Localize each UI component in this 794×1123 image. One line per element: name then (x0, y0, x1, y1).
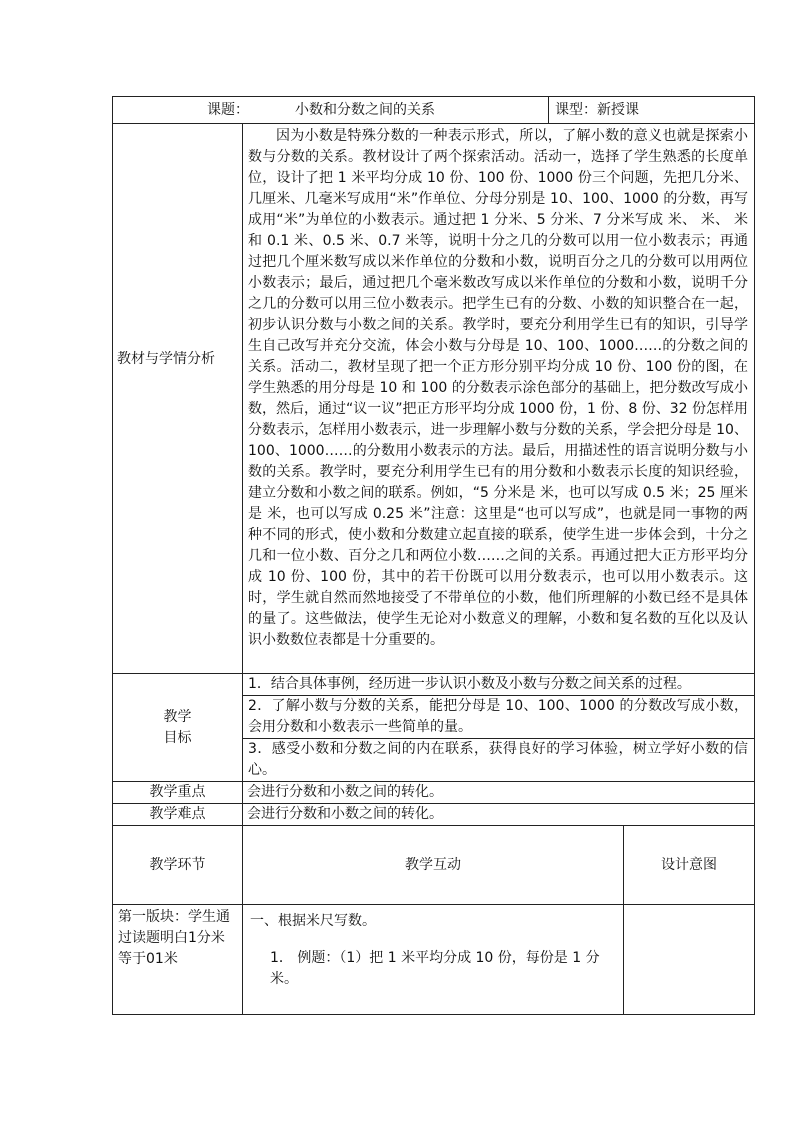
block1-label: 第一版块：学生通过读题明白1分米等于01米 (113, 905, 243, 1015)
block1-interaction (243, 905, 624, 1015)
analysis-text: 因为小数是特殊分数的一种表示形式，所以，了解小数的意义也就是探索小数与分数的关系。教材设计了两个探索活动。活动一，选择了学生熟悉的长度单位，设计了把 1 米平均分成 10 份、100 份、1000 份三个问题，先把几分米、几厘米、几毫米写成用“米”作单位、分母分别是 10、100、1000 的分数，再写成用“米”为单位的小数表示。通过把 1 分米、5 分米、7 分米写成 米、 米、 米和 0.1 米、0.5 米、0.7 米等，说明十分之几的分数可以用一位小数表示；再通过把几个厘米数写成以米作单位的分数和小数，说明百分之几的分数可以用两位小数表示；最后，通过把几个毫米数改写成以米作单位的分数和小数，说明千分之几的分数可以用三位小数表示。把学生已有的分数、小数的知识整合在一起，初步认识分数与小数之间的关系。教学时，要充分利用学生已有的知识，引导学生自己改写并充分交流，体会小数与分母是 10、100、1000……的分数之间的关系。活动二，教材呈现了把一个正方形分别平均分成 10 份、100 份的图，在学生熟悉的用分母是 10 和 100 的分数表示涂色部分的基础上，把分数改写成小数，然后，通过“议一议”把正方形平均分成 1000 份，1 份、8 份、32 份怎样用分数表示，怎样用小数表示，进一步理解小数与分数的关系，学会把分母是 10、100、1000……的分数用小数表示的方法。最后，用描述性的语言说明分数与小数的关系。教学时，要充分利用学生已有的用分数和小数表示长度的知识经验，建立分数和小数之间的联系。例如，“5 分米是 米，也可以写成 0.5 米；25 厘米是 米，也可以写成 0.25 米”注意：这里是“也可以写成”，也就是同一事物的两种不同的形式，使小数和分数建立起直接的联系，使学生进一步体会到，十分之几和一位小数、百分之几和两位小数……之间的关系。再通过把大正方形平均分成 10 份、100 份，其中的若干份既可以用分数表示，也可以用小数表示。这时，学生就自然而然地接受了不带单位的小数，他们所理解的小数已经不是具体的量了。这些做法，使学生无论对小数意义的理解，小数和复名数的互化以及认识小数数位表都是十分重要的。 (243, 124, 755, 674)
topic-label: 课题： (207, 101, 249, 118)
block1-line2: 1． 例题：（1）把 1 米平均分成 10 份，每份是 1 分米。 (270, 950, 600, 987)
goals-label-line1: 教学 (163, 708, 192, 725)
goal-item-2: 2．了解小数与分数的关系，能把分母是 10、100、1000 的分数改写成小数，会用分数和小数表示一些简单的量。 (243, 696, 755, 739)
block1-line1: 一、根据米尺写数。 (250, 913, 376, 929)
goal-item-1: 1．结合具体事例，经历进一步认识小数及小数与分数之间关系的过程。 (243, 674, 755, 696)
topic-cell (113, 97, 549, 124)
block1-intent (624, 905, 755, 1015)
interaction-header: 教学互动 (243, 826, 624, 905)
lesson-type: 课型：新授课 (549, 97, 755, 124)
key-point-label: 教学重点 (113, 782, 243, 804)
goals-label-line2: 目标 (163, 729, 192, 746)
goal-item-3: 3．感受小数和分数之间的内在联系，获得良好的学习体验，树立学好小数的信心。 (243, 739, 755, 782)
header-row (113, 97, 755, 124)
difficulty-text: 会进行分数和小数之间的转化。 (243, 804, 755, 826)
difficulty-row (113, 804, 755, 826)
intent-header: 设计意图 (624, 826, 755, 905)
topic-title: 小数和分数之间的关系 (295, 101, 435, 118)
difficulty-label: 教学难点 (113, 804, 243, 826)
goal-row-1 (113, 674, 755, 696)
analysis-label: 教材与学情分析 (113, 124, 243, 674)
stage-header: 教学环节 (113, 826, 243, 905)
process-head-row (113, 826, 755, 905)
lesson-plan-table (112, 96, 755, 1015)
goals-label-cell (113, 674, 243, 782)
key-point-row (113, 782, 755, 804)
analysis-row (113, 124, 755, 674)
key-point-text: 会进行分数和小数之间的转化。 (243, 782, 755, 804)
block1-row (113, 905, 755, 1015)
